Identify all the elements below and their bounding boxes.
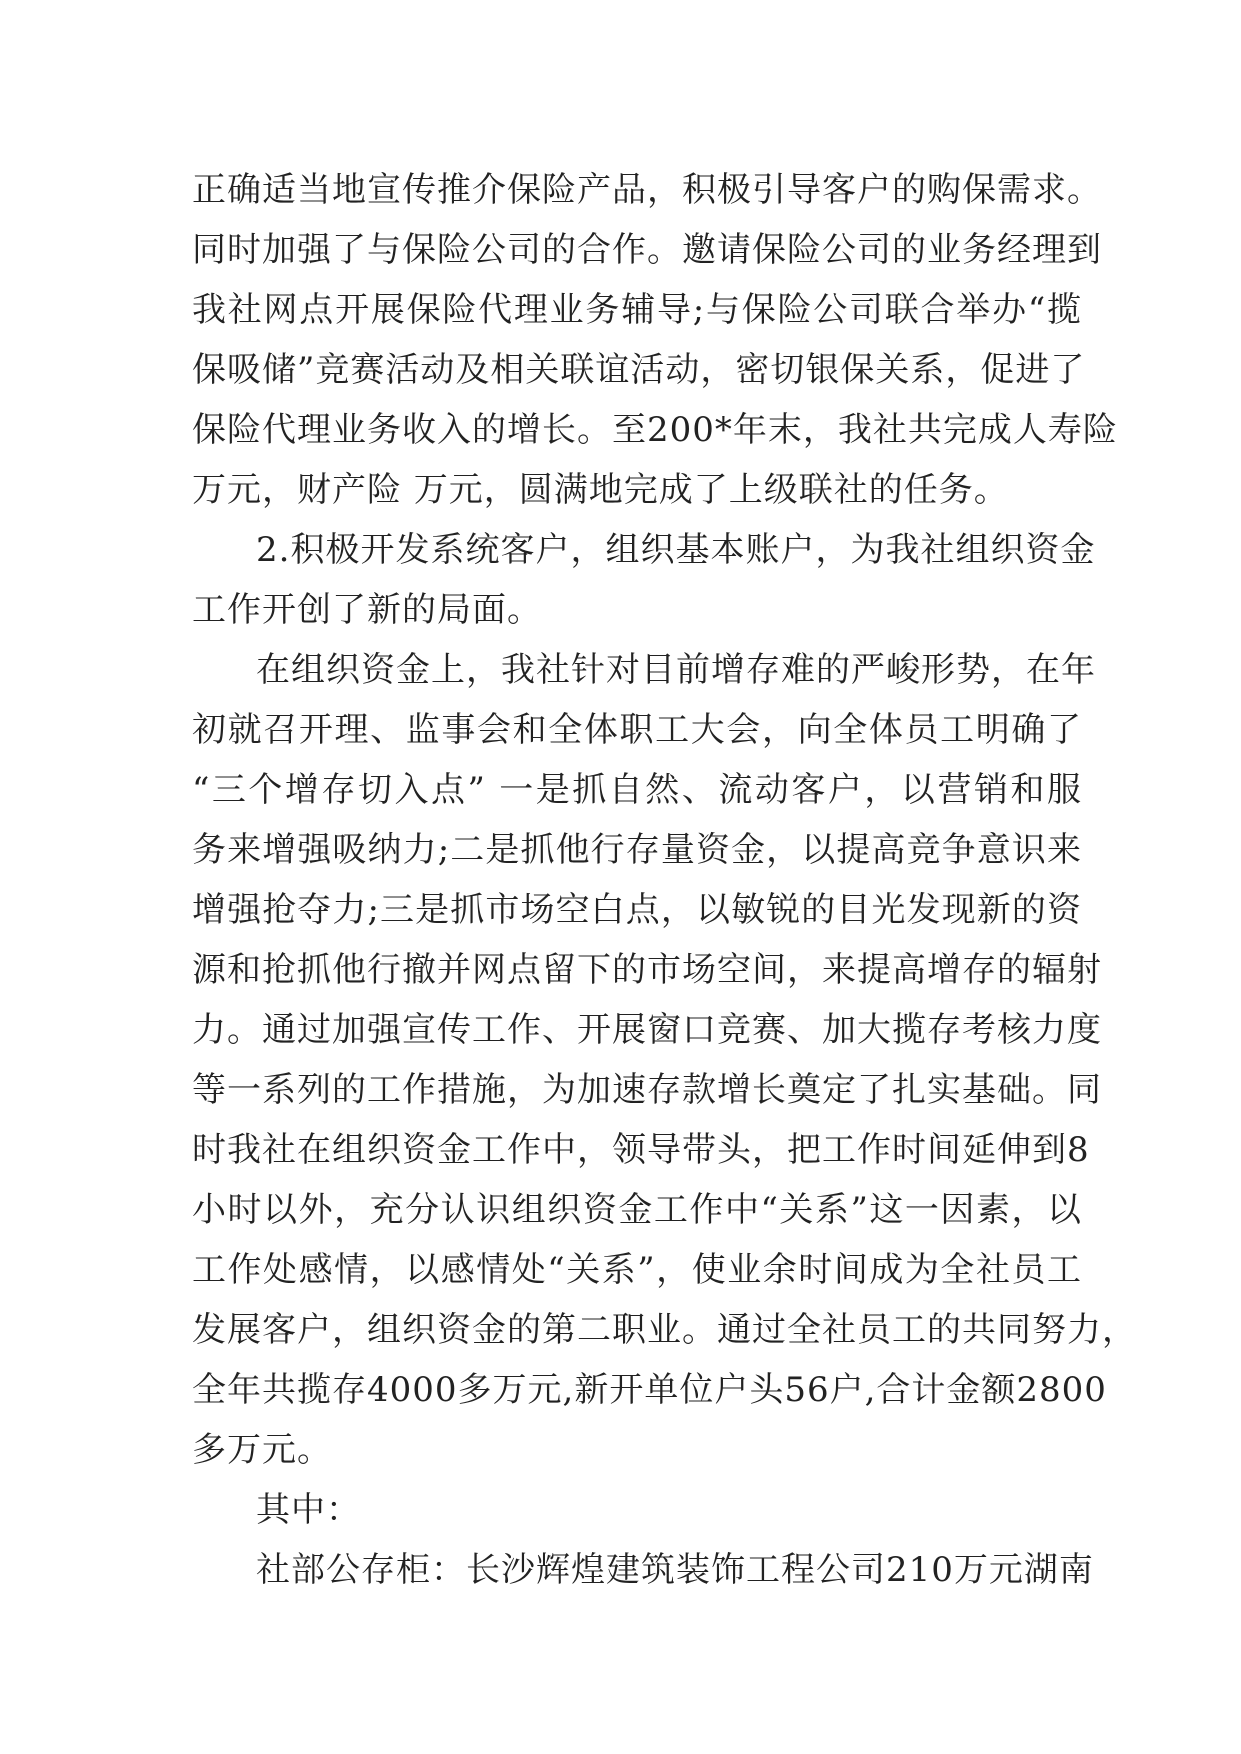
text-line: 初就召开理、监事会和全体职工大会，向全体员工明确了 — [192, 710, 1082, 750]
text-line: 万元，财产险 万元，圆满地完成了上级联社的任务。 — [192, 470, 1009, 510]
text-line: 源和抢抓他行撤并网点留下的市场空间，来提高增存的辐射 — [192, 950, 1102, 990]
text-line: 务来增强吸纳力;二是抓他行存量资金，以提高竞争意识来 — [192, 830, 1082, 870]
text-line: 发展客户，组织资金的第二职业。通过全社员工的共同努力， — [192, 1310, 1137, 1350]
text-line: 保险代理业务收入的增长。至200*年末，我社共完成人寿险 — [192, 410, 1118, 450]
text-line: 保吸储”竞赛活动及相关联谊活动，密切银保关系，促进了 — [192, 350, 1086, 390]
text-line: 同时加强了与保险公司的合作。邀请保险公司的业务经理到 — [192, 230, 1102, 270]
text-line: 2.积极开发系统客户，组织基本账户，为我社组织资金 — [256, 530, 1096, 570]
text-line: 小时以外，充分认识组织资金工作中“关系”这一因素，以 — [192, 1190, 1082, 1230]
text-line: 力。通过加强宣传工作、开展窗口竞赛、加大揽存考核力度 — [192, 1010, 1102, 1050]
text-line: “三个增存切入点” 一是抓自然、流动客户，以营销和服 — [192, 770, 1082, 810]
text-line: 我社网点开展保险代理业务辅导;与保险公司联合举办“揽 — [192, 290, 1082, 330]
text-line: 正确适当地宣传推介保险产品，积极引导客户的购保需求。 — [192, 170, 1102, 210]
text-line: 社部公存柜：长沙辉煌建筑装饰工程公司210万元湖南 — [256, 1550, 1094, 1590]
body-text — [192, 160, 1137, 1600]
text-line: 时我社在组织资金工作中，领导带头，把工作时间延伸到8 — [192, 1130, 1090, 1170]
text-line: 其中： — [256, 1490, 361, 1530]
text-line: 全年共揽存4000多万元,新开单位户头56户,合计金额2800 — [192, 1370, 1107, 1410]
text-line: 增强抢夺力;三是抓市场空白点，以敏锐的目光发现新的资 — [192, 890, 1082, 930]
text-line: 多万元。 — [192, 1430, 332, 1470]
text-line: 等一系列的工作措施，为加速存款增长奠定了扎实基础。同 — [192, 1070, 1102, 1110]
text-line: 工作处感情，以感情处“关系”，使业余时间成为全社员工 — [192, 1250, 1082, 1290]
text-line: 在组织资金上，我社针对目前增存难的严峻形势，在年 — [256, 650, 1096, 690]
text-line: 工作开创了新的局面。 — [192, 590, 542, 630]
